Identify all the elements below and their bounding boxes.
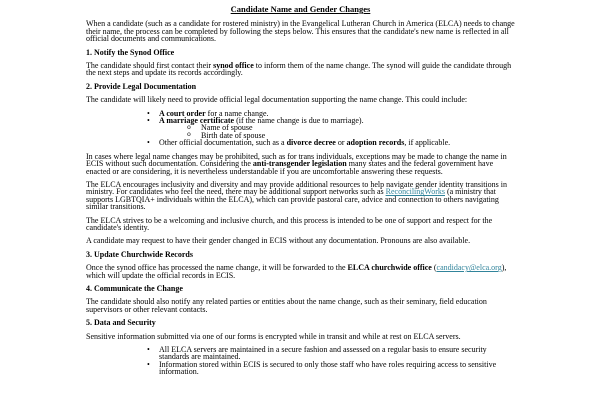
inclusivity-paragraph (86, 181, 515, 211)
notify-paragraph (86, 62, 515, 77)
list-item-secure-servers: • All ELCA servers are maintained in a secure fashion and assessed on a regular basis to ensure security standards are maintained. (146, 346, 515, 361)
text-run: ( (431, 263, 437, 273)
text-run: , if applicable. (404, 138, 451, 148)
heading-data-and-security: 5. Data and Security (86, 318, 156, 328)
security-intro-paragraph: Sensitive information submitted via one of our forms is encrypted while in transit and while at rest on ELCA servers. (86, 331, 461, 341)
heading-communicate-the-change: 4. Communicate the Change (86, 283, 183, 293)
text-run: The candidate should first contact their (86, 61, 214, 71)
gender-change-paragraph: A candidate may request to have their gender changed in ECIS without any documentation. Pronouns are also available. (86, 236, 471, 246)
bold-adoption-records: adoption records (346, 138, 405, 148)
text-run: (if the name change is due to marriage). (234, 116, 364, 126)
bold-court-order: A court order (159, 108, 206, 118)
bold-divorce-decree: divorce decree (286, 138, 336, 148)
list-item-spouse-birth-date: o Birth date of spouse (186, 132, 515, 139)
list-item-other-documentation (146, 139, 515, 146)
legal-bullet-list (86, 110, 515, 147)
text-run: (a ministry that supports LGBTQIA+ individuals within the ELCA), which can provide pastoral care, advice and connection to others navigating similar transitions. (86, 187, 499, 212)
security-bullet-list (86, 346, 515, 376)
exceptions-paragraph (86, 153, 515, 175)
heading-notify-synod-office: 1. Notify the Synod Office (86, 47, 175, 57)
document-title: Candidate Name and Gender Changes (230, 4, 371, 14)
text-run: for a name change. (205, 108, 269, 118)
reconcilingworks-link[interactable]: ReconcilingWorks (385, 187, 445, 197)
heading-provide-legal-documentation: 2. Provide Legal Documentation (86, 81, 197, 91)
welcoming-paragraph: The ELCA strives to be a welcoming and inclusive church, and this process is intended to be one of support and respect for the candidate's identity. (86, 215, 493, 232)
text-run: to inform them of the name change. The synod will guide the candidate through the next steps and update its records accordingly. (86, 61, 512, 78)
bold-anti-transgender-legislation: anti-transgender legislation (252, 159, 347, 169)
records-paragraph (86, 264, 515, 279)
candidacy-email-link[interactable]: candidacy@elca.org (436, 263, 502, 273)
list-item-spouse-name: o Name of spouse (186, 124, 515, 131)
text-run: In cases where legal name changes may be prohibited, such as for trans individuals, exceptions may be made to change the name in ECIS without such documentation. Considering the (86, 151, 507, 169)
text-run: ), which will update the official records in ECIS. (86, 263, 507, 280)
heading-update-churchwide-records: 3. Update Churchwide Records (86, 249, 193, 259)
intro-paragraph: When a candidate (such as a candidate for rostered ministry) in the Evangelical Lutheran Church in America (ELCA) needs to change their name, the process can be completed by following the steps below. This ensures that the candidate's new name is reflected in all official documents and communications. (86, 19, 515, 44)
list-item-restricted-access: • Information stored within ECIS is secured to only those staff who have roles requiring access to sensitive information. (146, 361, 515, 376)
text-run: Once the synod office has processed the name change, it will be forwarded to the (86, 263, 348, 273)
text-run: Other official documentation, such as a (159, 138, 287, 148)
text-run: many states and the federal government have enacted or are considering, it is nevertheless understandable if you are uncomfortable answering these requests. (86, 159, 494, 176)
bold-marriage-certificate: A marriage certificate (159, 116, 235, 126)
bold-elca-churchwide-office: ELCA churchwide office (347, 263, 432, 273)
legal-intro-paragraph: The candidate will likely need to provide official legal documentation supporting the name change. This could include: (86, 95, 468, 105)
communicate-paragraph: The candidate should also notify any related parties or entities about the name change, such as their seminary, field education supervisors or other relevant contacts. (86, 297, 487, 314)
bold-synod-office: synod office (213, 61, 254, 71)
text-run: or (335, 138, 347, 148)
text-run: The ELCA encourages inclusivity and diversity and may provide additional resources to help navigate gender identity transitions in ministry. For candidates who feel the need, there may be additional support networks such as (86, 179, 508, 197)
